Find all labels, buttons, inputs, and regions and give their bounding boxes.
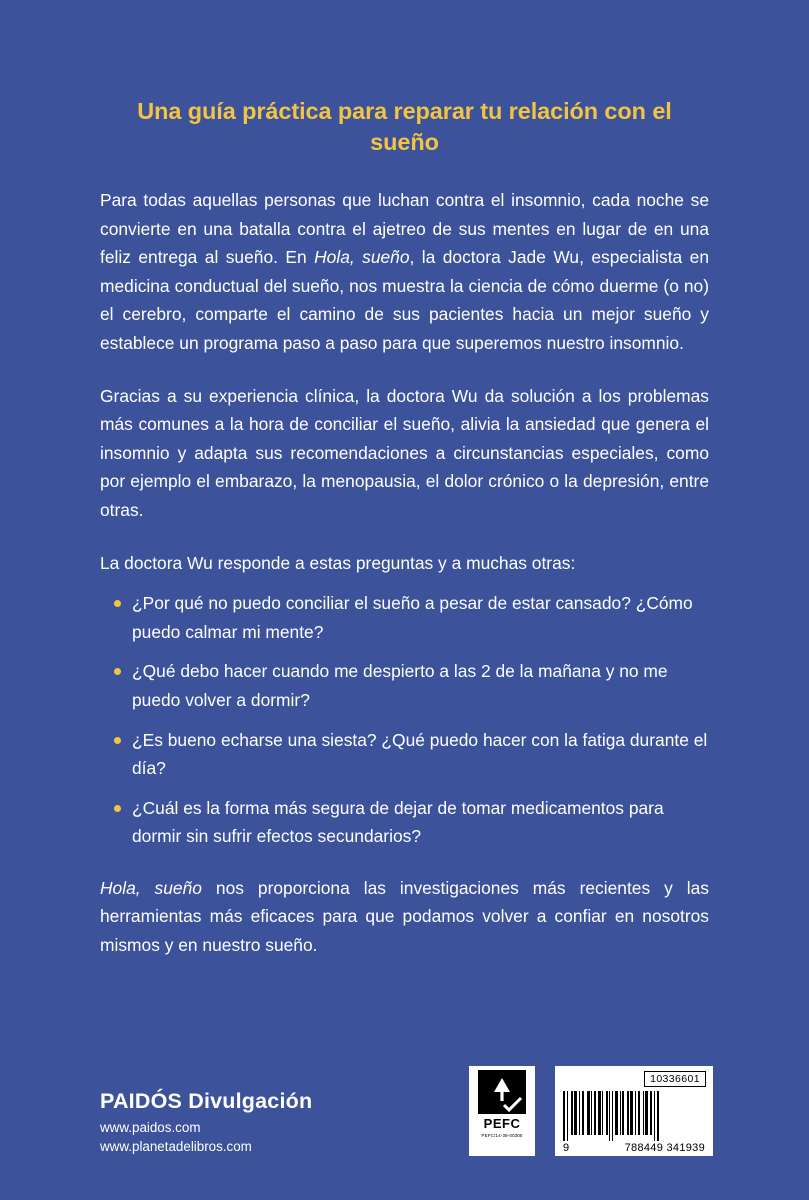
bullet-dot-icon xyxy=(114,737,121,744)
barcode-digits xyxy=(563,1142,705,1154)
list-item xyxy=(100,794,709,851)
barcode-block xyxy=(555,1066,713,1156)
page-headline: Una guía práctica para reparar tu relación con el sueño xyxy=(137,98,672,155)
barcode-bars xyxy=(563,1091,705,1141)
question-text: ¿Por qué no puedo conciliar el sueño a pesar de estar cansado? ¿Cómo puedo calmar mi mente? xyxy=(132,593,693,642)
book-title-italic: Hola, sueño xyxy=(314,247,410,268)
paragraph-intro: Para todas aquellas personas que luchan contra el insomnio, cada noche se convierte en una batalla contra el ajetreo de sus mentes en lugar de en una feliz entrega al sueño. En Hola, sueño, la doctora Jade Wu, especialista en medicina conductual del sueño, nos muestra la ciencia de cómo duerme (o no) el cerebro, comparte el camino de sus pacientes hacia un mejor sueño y establece un programa paso a paso para que superemos nuestro insomnio. xyxy=(100,190,710,353)
url-paidos[interactable]: www.paidos.com xyxy=(100,1120,201,1135)
list-item xyxy=(100,726,709,783)
paragraph-closing: Hola, sueño nos proporciona las investigaciones más recientes y las herramientas más eficaces para que podamos volver a confiar en nosotros mismos y en nuestro sueño. xyxy=(100,877,709,956)
question-text: ¿Cuál es la forma más segura de dejar de tomar medicamentos para dormir sin sufrir efectos secundarios? xyxy=(132,797,664,847)
list-item xyxy=(100,589,709,646)
barcode-digit-left: 9 xyxy=(563,1142,570,1154)
question-text: ¿Es bueno echarse una siesta? ¿Qué puedo hacer con la fatiga durante el día? xyxy=(132,729,708,779)
pefc-certification xyxy=(469,1066,535,1156)
imprint xyxy=(100,1089,312,1114)
check-icon xyxy=(503,1096,523,1112)
publisher-name: PAIDÓS xyxy=(100,1089,183,1113)
paragraph-clinical: Gracias a su experiencia clínica, la doctora Wu da solución a los problemas más comunes a la hora de conciliar el sueño, alivia la ansiedad que genera el insomnio y adapta sus recomendaciones a circunstancias especiales, como por ejemplo el embarazo, la menopausia, el dolor crónico o la depresión, entre otras. xyxy=(100,385,709,520)
website-urls xyxy=(100,1118,252,1156)
pefc-logo-icon xyxy=(478,1070,526,1114)
pefc-label: PEFC xyxy=(483,1116,521,1131)
book-title-italic: Hola, sueño xyxy=(100,877,202,898)
pefc-code: PEFC/14-38-00305 xyxy=(481,1133,523,1138)
internal-code: 10336601 xyxy=(644,1071,706,1087)
paragraph-questions-intro: La doctora Wu responde a estas preguntas y a muchas otras: xyxy=(100,552,576,573)
questions-list xyxy=(100,589,709,851)
bullet-dot-icon xyxy=(114,668,121,675)
footer xyxy=(100,1060,713,1156)
question-text: ¿Qué debo hacer cuando me despierto a las 2 de la mañana y no me puedo volver a dormir? xyxy=(132,661,668,710)
bullet-dot-icon xyxy=(114,805,121,812)
barcode-digit-right: 788449 341939 xyxy=(624,1142,705,1154)
bullet-dot-icon xyxy=(114,600,121,607)
collection-name: Divulgación xyxy=(188,1089,313,1113)
list-item xyxy=(100,657,709,714)
url-planetadelibros[interactable]: www.planetadelibros.com xyxy=(100,1139,252,1154)
